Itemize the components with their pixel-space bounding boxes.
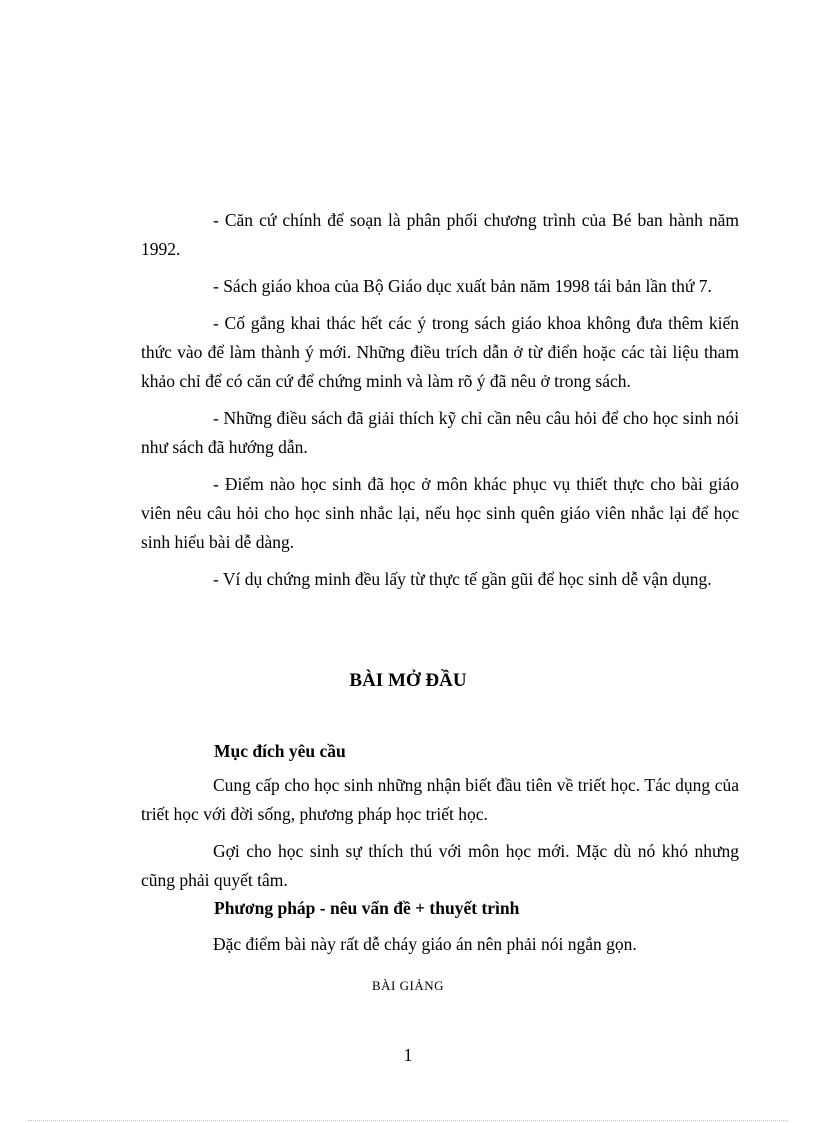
objective-heading: Mục đích yêu cầu — [214, 741, 346, 761]
paragraph-5: - Điểm nào học sinh đã học ở môn khác phục vụ thiết thực cho bài giáo viên nêu câu hỏi cho học sinh nhắc lại, nếu học sinh quên giáo viên nhắc lại để học sinh hiểu bài dễ dàng. — [141, 474, 739, 552]
section-title: BÀI MỞ ĐẦU — [349, 670, 467, 691]
objective-paragraph-1: Cung cấp cho học sinh những nhận biết đầu tiên về triết học. Tác dụng của triết học với đời sống, phương pháp học triết học. — [141, 775, 739, 824]
page-bottom-divider — [28, 1120, 788, 1121]
paragraph-1: - Căn cứ chính để soạn là phân phối chương trình của Bé ban hành năm 1992. — [141, 210, 739, 259]
objective-paragraphs — [141, 771, 739, 895]
paragraph-6: - Ví dụ chứng minh đều lấy từ thực tế gần gũi để học sinh dễ vận dụng. — [213, 569, 712, 589]
paragraph-3: - Cố gắng khai thác hết các ý trong sách giáo khoa không đưa thêm kiến thức vào để làm thành ý mới. Những điều trích dẫn ở từ điển hoặc các tài liệu tham khảo chỉ để có căn cứ để chứng minh và làm rõ ý đã nêu ở trong sách. — [141, 313, 739, 391]
method-paragraph: Đặc điểm bài này rất dễ cháy giáo án nên phải nói ngắn gọn. — [213, 934, 637, 954]
objective-paragraph-2: Gợi cho học sinh sự thích thú với môn học mới. Mặc dù nó khó nhưng cũng phải quyết tâm. — [141, 841, 739, 890]
lecture-heading: BÀI GIẢNG — [371, 978, 445, 993]
top-paragraphs — [141, 206, 739, 594]
paragraph-4: - Những điều sách đã giải thích kỹ chỉ cần nêu câu hỏi để cho học sinh nói như sách đã hướng dẫn. — [141, 408, 739, 457]
page-number: 1 — [403, 1045, 413, 1065]
method-block — [141, 930, 739, 959]
method-heading: Phương pháp - nêu vấn đề + thuyết trình — [214, 898, 520, 918]
paragraph-2: - Sách giáo khoa của Bộ Giáo dục xuất bản năm 1998 tái bản lần thứ 7. — [213, 276, 712, 296]
